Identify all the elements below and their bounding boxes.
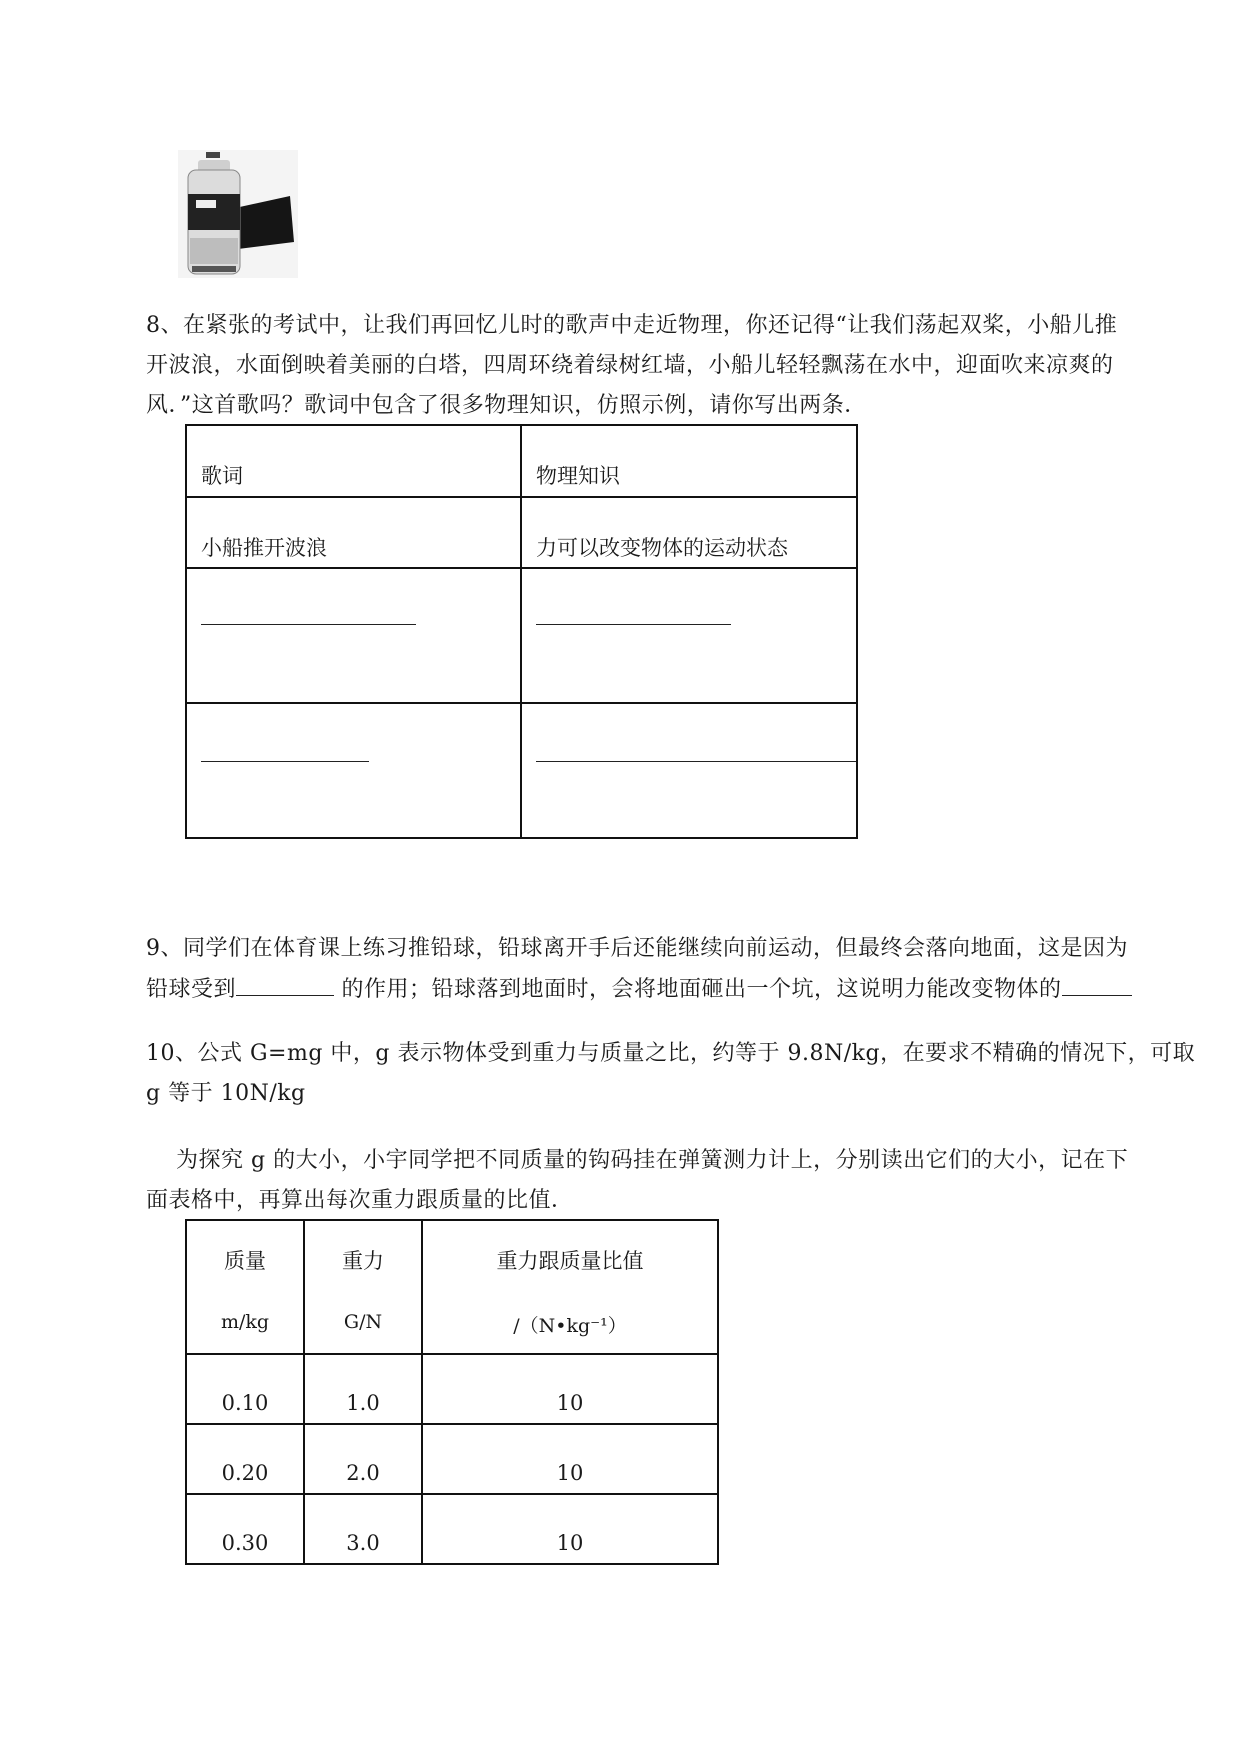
example-physics: 力可以改变物体的运动状态 (521, 497, 857, 568)
q10-intro (146, 1141, 1146, 1221)
q8-line-2: 开波浪，水面倒映着美丽的白塔，四周环绕着绿树红墙，小船儿轻轻飘荡在水中，迎面吹来凉爽的 (146, 353, 1114, 378)
header-physics: 物理知识 (521, 425, 857, 497)
answer-lyric-2[interactable] (186, 703, 521, 838)
answer-physics-1[interactable] (521, 568, 857, 703)
q10-line-1: 10、公式 G=mg 中，g 表示物体受到重力与质量之比，约等于 9.8N/kg，在要求不精确的情况下，可取 (146, 1041, 1196, 1066)
q9-line-1: 9、同学们在体育课上练习推铅球，铅球离开手后还能继续向前运动，但最终会落向地面，这是因为 (146, 936, 1129, 961)
mass-value: 0.30 (186, 1494, 304, 1564)
q10-intro-line-2: 面表格中，再算出每次重力跟质量的比值． (146, 1188, 574, 1213)
header-gravity-unit: G/N (343, 1311, 383, 1333)
q10-line-2: g 等于 10N/kg (146, 1081, 306, 1106)
header-ratio-name: 重力跟质量比值 (496, 1249, 644, 1273)
header-mass (186, 1220, 304, 1354)
mass-value: 0.20 (186, 1424, 304, 1494)
q9-blank-2[interactable] (1062, 969, 1132, 996)
gravity-value: 2.0 (304, 1424, 422, 1494)
answer-lyric-1[interactable] (186, 568, 521, 703)
q10-intro-line-1: 为探究 g 的大小，小宇同学把不同质量的钩码挂在弹簧测力计上，分别读出它们的大小，记在下 (176, 1148, 1129, 1173)
gravity-mass-table (185, 1219, 719, 1565)
header-mass-name: 质量 (224, 1249, 266, 1273)
question-9 (146, 929, 1156, 1010)
gravity-value: 1.0 (304, 1354, 422, 1424)
q9-line-2-start: 铅球受到 (146, 977, 237, 1002)
header-ratio-unit: /（N•kg⁻¹） (513, 1315, 627, 1337)
header-gravity (304, 1220, 422, 1354)
bottle-photo (178, 150, 298, 278)
q8-line-1: 8、在紧张的考试中，让我们再回忆儿时的歌声中走近物理，你还记得“让我们荡起双桨，小船儿推 (146, 313, 1118, 338)
header-ratio (422, 1220, 718, 1354)
header-lyrics: 歌词 (186, 425, 521, 497)
q9-line-2-end: 的作用；铅球落到地面时，会将地面砸出一个坑，这说明力能改变物体的 (334, 977, 1062, 1002)
header-mass-unit: m/kg (220, 1311, 270, 1333)
table-row (186, 1424, 718, 1494)
question-10 (146, 1034, 1196, 1114)
example-lyric: 小船推开波浪 (186, 497, 521, 568)
q9-blank-1[interactable] (236, 969, 334, 996)
ratio-value: 10 (422, 1494, 718, 1564)
question-8 (146, 306, 1146, 426)
lyrics-physics-table (185, 424, 858, 839)
mass-value: 0.10 (186, 1354, 304, 1424)
ratio-value: 10 (422, 1424, 718, 1494)
gravity-value: 3.0 (304, 1494, 422, 1564)
header-gravity-name: 重力 (342, 1249, 384, 1273)
ratio-value: 10 (422, 1354, 718, 1424)
table-row (186, 1494, 718, 1564)
table-row (186, 1354, 718, 1424)
answer-physics-2[interactable] (521, 703, 857, 838)
q8-line-3: 风．”这首歌吗？歌词中包含了很多物理知识，仿照示例，请你写出两条． (146, 393, 867, 418)
q9-line-2 (146, 969, 1156, 1010)
